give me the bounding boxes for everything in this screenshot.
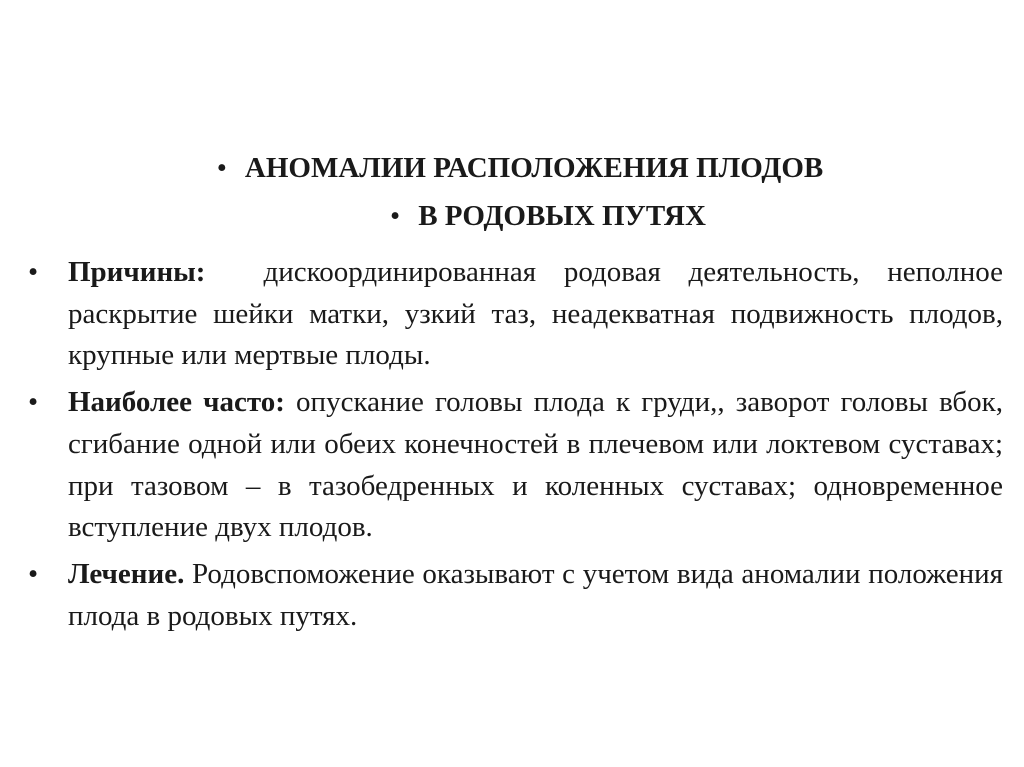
item-lead: Наиболее часто:: [68, 386, 285, 419]
item-lead: Причины:: [68, 256, 206, 288]
title-bullet: •: [390, 200, 401, 232]
bullet-point: •: [28, 557, 39, 590]
item-text: опускание головы плода к груди,, заворот головы вбок, сгибание одной или обеих конечностей в плечевом или локтевом суставах; при тазовом – в тазобедренных и коленных суставах; одновременное вступление двух плодов.: [68, 386, 1004, 544]
title-text: АНОМАЛИИ РАСПОЛОЖЕНИЯ ПЛОДОВ: [244, 152, 824, 184]
bullet-point: •: [28, 256, 39, 288]
item-lead: Лечение.: [68, 557, 185, 590]
bullet-item-causes: [28, 252, 1003, 377]
slide-title-line-2: [0, 198, 1024, 234]
bullet-point: •: [28, 386, 39, 419]
title-bullet: •: [216, 152, 227, 184]
bullet-list: [28, 252, 1004, 642]
title-text: В РОДОВЫХ ПУТЯХ: [418, 200, 706, 232]
bullet-item-treatment: [28, 554, 1004, 637]
slide-title-line-1: [0, 150, 1024, 186]
bullet-item-most-often: [28, 382, 1004, 549]
item-text: дискоординированная родовая деятельность, неполное раскрытие шейки матки, узкий таз, неадекватная подвижность плодов, крупные или мертвые плоды.: [68, 256, 1003, 372]
item-text: Родовспоможение оказывают с учетом вида аномалии положения плода в родовых путях.: [68, 557, 1004, 632]
